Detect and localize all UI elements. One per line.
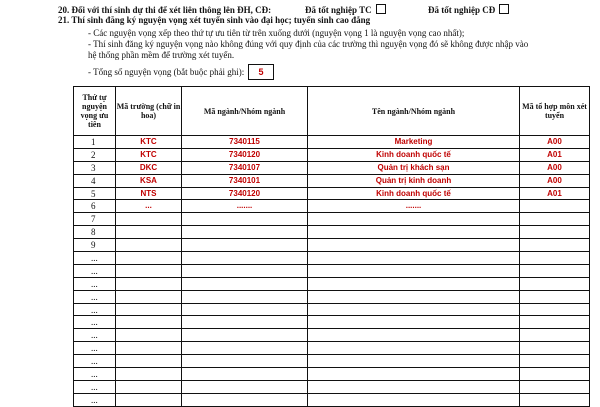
row-major-name[interactable]: Quản trị kinh doanh — [308, 174, 520, 187]
row-combo-code[interactable] — [520, 329, 590, 342]
row-school-code[interactable] — [116, 213, 182, 226]
row-major-name[interactable] — [308, 303, 520, 316]
section-21-heading: 21. Thí sinh đăng ký nguyện vọng xét tuyển sinh vào đại học; tuyển sinh cao đẳng — [58, 15, 371, 25]
table-row — [74, 277, 590, 290]
row-order: 1 — [74, 136, 116, 149]
row-major-name[interactable] — [308, 329, 520, 342]
row-order: ... — [74, 316, 116, 329]
instruction-line: hệ thống phần mềm để trường xét tuyển. — [88, 50, 235, 60]
row-combo-code[interactable] — [520, 290, 590, 303]
row-major-code[interactable] — [182, 277, 308, 290]
option-tc-checkbox[interactable] — [376, 4, 386, 14]
row-order: 6 — [74, 200, 116, 213]
row-combo-code[interactable] — [520, 213, 590, 226]
row-school-code[interactable] — [116, 252, 182, 265]
table-row — [74, 136, 590, 149]
header-major-name: Tên ngành/Nhóm ngành — [308, 87, 520, 136]
row-major-name[interactable] — [308, 342, 520, 355]
row-major-name[interactable]: ....... — [308, 200, 520, 213]
row-school-code[interactable] — [116, 264, 182, 277]
row-school-code[interactable] — [116, 342, 182, 355]
row-combo-code[interactable] — [520, 316, 590, 329]
table-row — [74, 303, 590, 316]
table-row — [74, 264, 590, 277]
row-order: ... — [74, 252, 116, 265]
row-combo-code[interactable] — [520, 355, 590, 368]
table-header-row — [74, 87, 590, 136]
header-school-code: Mã trường (chữ in hoa) — [116, 87, 182, 136]
table-row — [74, 161, 590, 174]
option-cd-label: Đã tốt nghiệp CĐ — [428, 5, 496, 15]
option-tc — [305, 4, 386, 15]
row-combo-code[interactable] — [520, 226, 590, 239]
table-row — [74, 187, 590, 200]
row-school-code[interactable]: ... — [116, 200, 182, 213]
table-row — [74, 380, 590, 393]
row-major-code[interactable] — [182, 239, 308, 252]
row-major-code[interactable] — [182, 355, 308, 368]
row-major-code[interactable]: 7340107 — [182, 161, 308, 174]
table-row — [74, 239, 590, 252]
row-major-name[interactable] — [308, 213, 520, 226]
row-combo-code[interactable] — [520, 264, 590, 277]
row-major-code[interactable] — [182, 303, 308, 316]
row-order: ... — [74, 393, 116, 406]
row-major-code[interactable] — [182, 380, 308, 393]
instruction-line: - Thí sinh đăng ký nguyện vọng nào không đúng với quy định của các trường thì nguyện vọng đó sẽ không được nhập vào — [88, 39, 529, 49]
option-cd — [428, 4, 509, 15]
row-combo-code[interactable] — [520, 252, 590, 265]
row-major-code[interactable] — [182, 226, 308, 239]
option-tc-label: Đã tốt nghiệp TC — [305, 5, 372, 15]
header-major-code: Mã ngành/Nhóm ngành — [182, 87, 308, 136]
row-major-name[interactable]: Kinh doanh quốc tế — [308, 187, 520, 200]
header-combo-code: Mã tổ hợp môn xét tuyển — [520, 87, 590, 136]
table-row — [74, 368, 590, 381]
row-school-code[interactable] — [116, 355, 182, 368]
row-order: 2 — [74, 148, 116, 161]
row-school-code[interactable] — [116, 380, 182, 393]
row-combo-code[interactable] — [520, 303, 590, 316]
row-school-code[interactable]: NTS — [116, 187, 182, 200]
row-combo-code[interactable]: A00 — [520, 174, 590, 187]
row-combo-code[interactable] — [520, 368, 590, 381]
row-major-name[interactable] — [308, 355, 520, 368]
row-combo-code[interactable]: A00 — [520, 161, 590, 174]
row-school-code[interactable]: KTC — [116, 148, 182, 161]
row-order: ... — [74, 329, 116, 342]
instruction-line: - Các nguyện vọng xếp theo thứ tự ưu tiên từ trên xuống dưới (nguyện vọng 1 là nguyện vọng cao nhất); — [88, 28, 465, 38]
row-order: 7 — [74, 213, 116, 226]
row-order: ... — [74, 290, 116, 303]
row-major-code[interactable]: 7340120 — [182, 187, 308, 200]
row-combo-code[interactable]: A01 — [520, 148, 590, 161]
row-school-code[interactable]: DKC — [116, 161, 182, 174]
row-major-name[interactable] — [308, 290, 520, 303]
table-row — [74, 148, 590, 161]
table-row — [74, 355, 590, 368]
row-school-code[interactable]: KSA — [116, 174, 182, 187]
row-major-code[interactable]: 7340120 — [182, 148, 308, 161]
row-order: ... — [74, 355, 116, 368]
table-row — [74, 252, 590, 265]
row-major-code[interactable] — [182, 342, 308, 355]
row-school-code[interactable] — [116, 290, 182, 303]
row-order: 9 — [74, 239, 116, 252]
row-major-name[interactable] — [308, 277, 520, 290]
table-row — [74, 342, 590, 355]
row-school-code[interactable] — [116, 303, 182, 316]
row-major-name[interactable]: Kinh doanh quốc tế — [308, 148, 520, 161]
row-major-name[interactable] — [308, 368, 520, 381]
row-major-code[interactable] — [182, 264, 308, 277]
row-major-name[interactable] — [308, 226, 520, 239]
row-school-code[interactable] — [116, 329, 182, 342]
total-wishes-label: - Tổng số nguyện vọng (bắt buộc phải ghi): — [88, 67, 245, 77]
row-major-code[interactable]: ....... — [182, 200, 308, 213]
instructions — [88, 28, 568, 61]
row-major-code[interactable] — [182, 252, 308, 265]
row-order: 8 — [74, 226, 116, 239]
row-order: ... — [74, 380, 116, 393]
row-school-code[interactable] — [116, 226, 182, 239]
table-row — [74, 226, 590, 239]
row-school-code[interactable] — [116, 239, 182, 252]
row-order: 4 — [74, 174, 116, 187]
row-major-name[interactable]: Quản trị khách sạn — [308, 161, 520, 174]
row-order: ... — [74, 342, 116, 355]
table-row — [74, 329, 590, 342]
row-major-code[interactable]: 7340101 — [182, 174, 308, 187]
row-major-code[interactable] — [182, 290, 308, 303]
row-order: ... — [74, 368, 116, 381]
row-major-name[interactable] — [308, 252, 520, 265]
row-school-code[interactable] — [116, 277, 182, 290]
row-combo-code[interactable] — [520, 277, 590, 290]
row-order: ... — [74, 264, 116, 277]
row-major-code[interactable] — [182, 368, 308, 381]
row-combo-code[interactable] — [520, 239, 590, 252]
row-combo-code[interactable] — [520, 200, 590, 213]
table-body — [74, 136, 590, 407]
row-major-code[interactable] — [182, 329, 308, 342]
row-combo-code[interactable]: A00 — [520, 136, 590, 149]
header-order: Thứ tự nguyện vọng ưu tiên — [74, 87, 116, 136]
row-major-name[interactable] — [308, 239, 520, 252]
option-cd-checkbox[interactable] — [499, 4, 509, 14]
row-order: ... — [74, 277, 116, 290]
table-row — [74, 200, 590, 213]
table-row — [74, 174, 590, 187]
row-order: 5 — [74, 187, 116, 200]
row-major-name[interactable] — [308, 264, 520, 277]
section-20-heading: 20. Đối với thí sinh dự thi để xét liên thông lên ĐH, CĐ: — [58, 5, 272, 15]
row-major-code[interactable]: 7340115 — [182, 136, 308, 149]
row-combo-code[interactable] — [520, 342, 590, 355]
row-order: 3 — [74, 161, 116, 174]
row-major-name[interactable]: Marketing — [308, 136, 520, 149]
table-row — [74, 213, 590, 226]
row-major-code[interactable] — [182, 213, 308, 226]
row-school-code[interactable] — [116, 368, 182, 381]
row-major-name[interactable] — [308, 380, 520, 393]
table-row — [74, 316, 590, 329]
row-combo-code[interactable] — [520, 380, 590, 393]
wishes-table — [73, 86, 590, 407]
table-row — [74, 290, 590, 303]
row-school-code[interactable]: KTC — [116, 136, 182, 149]
row-major-name[interactable] — [308, 316, 520, 329]
row-combo-code[interactable]: A01 — [520, 187, 590, 200]
row-major-code[interactable] — [182, 316, 308, 329]
total-wishes-field[interactable]: 5 — [248, 64, 274, 80]
row-order: ... — [74, 303, 116, 316]
row-school-code[interactable] — [116, 316, 182, 329]
